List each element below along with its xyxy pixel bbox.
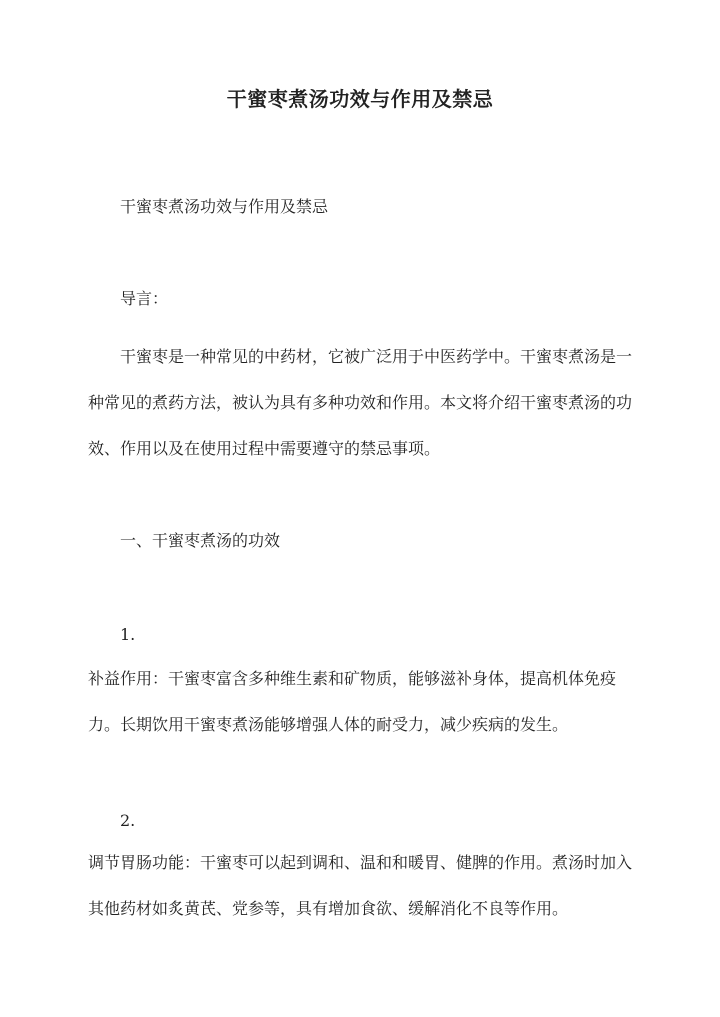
list-item-text: 调节胃肠功能：干蜜枣可以起到调和、温和和暖胃、健脾的作用。煮汤时加入其他药材如炙黄芪、党参等，具有增加食欲、缓解消化不良等作用。 xyxy=(88,853,633,918)
document-title: 干蜜枣煮汤功效与作用及禁忌 xyxy=(226,87,494,111)
intro-label: 导言： xyxy=(120,289,169,308)
section-heading-1: 一、干蜜枣煮汤的功效 xyxy=(120,531,281,550)
subtitle-line: 干蜜枣煮汤功效与作用及禁忌 xyxy=(120,197,329,216)
intro-paragraph: 干蜜枣是一种常见的中药材，它被广泛用于中医药学中。干蜜枣煮汤是一种常见的煮药方法，被认为具有多种功效和作用。本文将介绍干蜜枣煮汤的功效、作用以及在使用过程中需要遵守的禁忌事项。 xyxy=(88,347,633,458)
list-item-number: 1. xyxy=(120,625,136,644)
list-item-text: 补益作用：干蜜枣富含多种维生素和矿物质，能够滋补身体，提高机体免疫力。长期饮用干蜜枣煮汤能够增强人体的耐受力，减少疾病的发生。 xyxy=(88,669,617,734)
list-item-number: 2. xyxy=(120,811,136,830)
